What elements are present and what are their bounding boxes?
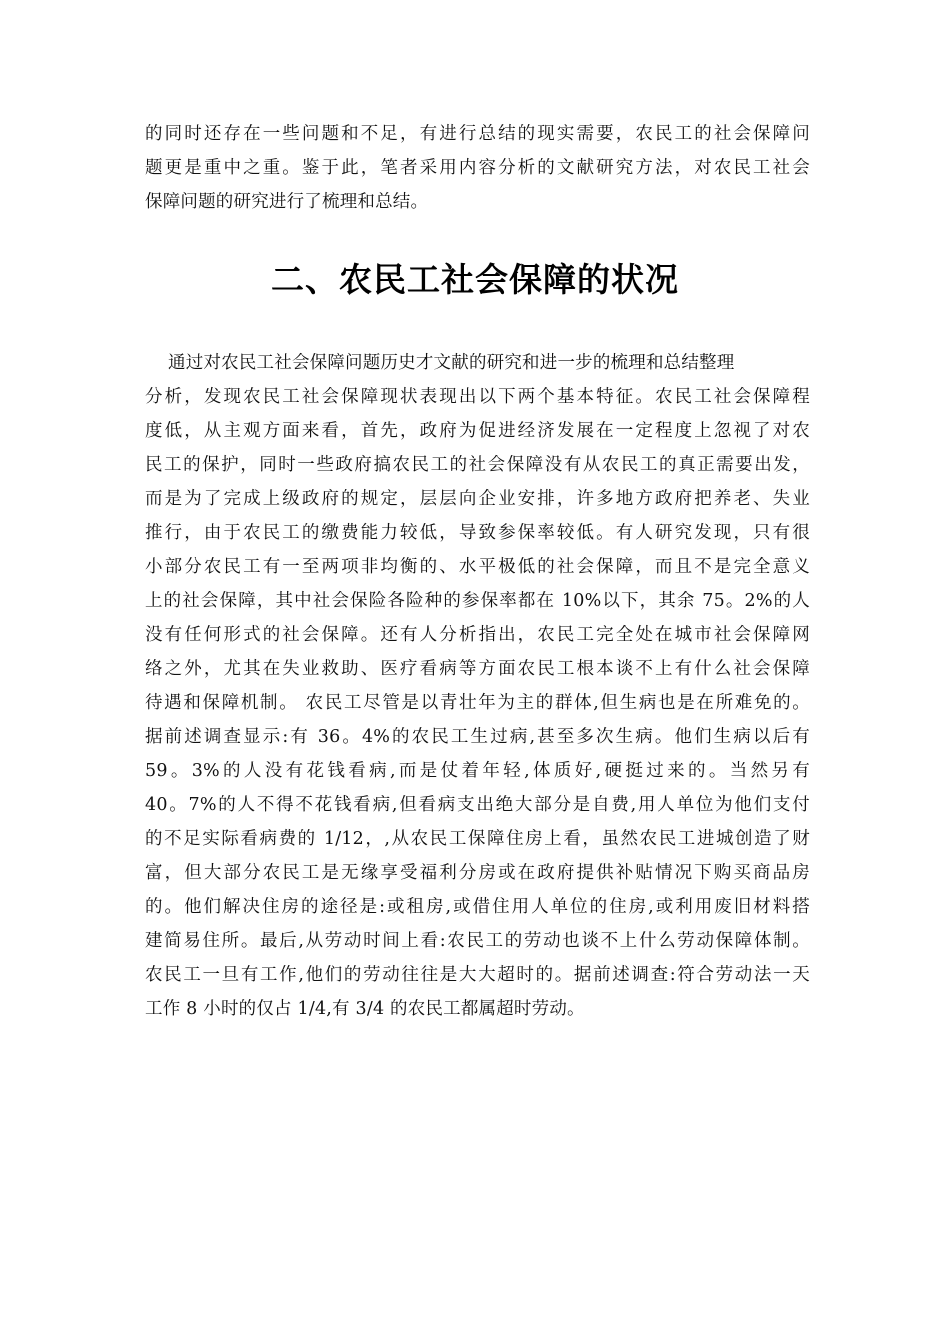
paragraph-line: 没有任何形式的社会保障。还有人分析指出，农民工完全处在城市社会保障网 xyxy=(145,625,810,645)
paragraph-line: 上的社会保障，其中社会保险各险种的参保率都在 10%以下，其余 75。2%的人 xyxy=(145,591,810,611)
body-paragraph xyxy=(145,346,810,1026)
paragraph-line: 待遇和保障机制。 农民工尽管是以青壮年为主的群体,但生病也是在所难免的。 xyxy=(145,693,810,713)
intro-paragraph xyxy=(145,117,810,219)
paragraph-line: 推行，由于农民工的缴费能力较低，导致参保率较低。有人研究发现，只有很 xyxy=(145,523,810,543)
paragraph-line: 民工的保护，同时一些政府搞农民工的社会保障没有从农民工的真正需要出发， xyxy=(145,455,810,475)
paragraph-line: 的同时还存在一些问题和不足，有进行总结的现实需要，农民工的社会保障问 xyxy=(145,124,810,144)
paragraph-line: 建简易住所。最后,从劳动时间上看:农民工的劳动也谈不上什么劳动保障体制。 xyxy=(145,931,810,951)
paragraph-line: 59。3%的人没有花钱看病,而是仗着年轻,体质好,硬挺过来的。当然另有 xyxy=(145,761,810,781)
paragraph-line: 度低，从主观方面来看，首先，政府为促进经济发展在一定程度上忽视了对农 xyxy=(145,421,810,441)
paragraph-line: 40。7%的人不得不花钱看病,但看病支出绝大部分是自费,用人单位为他们支付 xyxy=(145,795,810,815)
paragraph-line: 通过对农民工社会保障问题历史才文献的研究和进一步的梳理和总结整理 xyxy=(145,353,735,373)
paragraph-line: 小部分农民工有一至两项非均衡的、水平极低的社会保障，而且不是完全意义 xyxy=(145,557,810,577)
section-heading: 二、农民工社会保障的状况 xyxy=(271,260,679,299)
paragraph-line: 农民工一旦有工作,他们的劳动往往是大大超时的。据前述调查:符合劳动法一天 xyxy=(145,965,810,985)
paragraph-line: 富，但大部分农民工是无缘享受福利分房或在政府提供补贴情况下购买商品房 xyxy=(145,863,810,883)
paragraph-line: 题更是重中之重。鉴于此，笔者采用内容分析的文献研究方法，对农民工社会 xyxy=(145,158,810,178)
paragraph-line: 的。他们解决住房的途径是:或租房,或借住用人单位的住房,或利用废旧材料搭 xyxy=(145,897,810,917)
paragraph-line: 分析，发现农民工社会保障现状表现出以下两个基本特征。农民工社会保障程 xyxy=(145,387,810,407)
paragraph-line: 络之外，尤其在失业救助、医疗看病等方面农民工根本谈不上有什么社会保障 xyxy=(145,659,810,679)
paragraph-line: 保障问题的研究进行了梳理和总结。 xyxy=(145,192,429,212)
paragraph-line: 的不足实际看病费的 1/12，,从农民工保障住房上看，虽然农民工进城创造了财 xyxy=(145,829,810,849)
paragraph-line: 工作 8 小时的仅占 1/4,有 3/4 的农民工都属超时劳动。 xyxy=(145,999,585,1019)
paragraph-line: 据前述调查显示:有 36。4%的农民工生过病,甚至多次生病。他们生病以后有 xyxy=(145,727,810,747)
paragraph-line: 而是为了完成上级政府的规定，层层向企业安排，许多地方政府把养老、失业 xyxy=(145,489,810,509)
